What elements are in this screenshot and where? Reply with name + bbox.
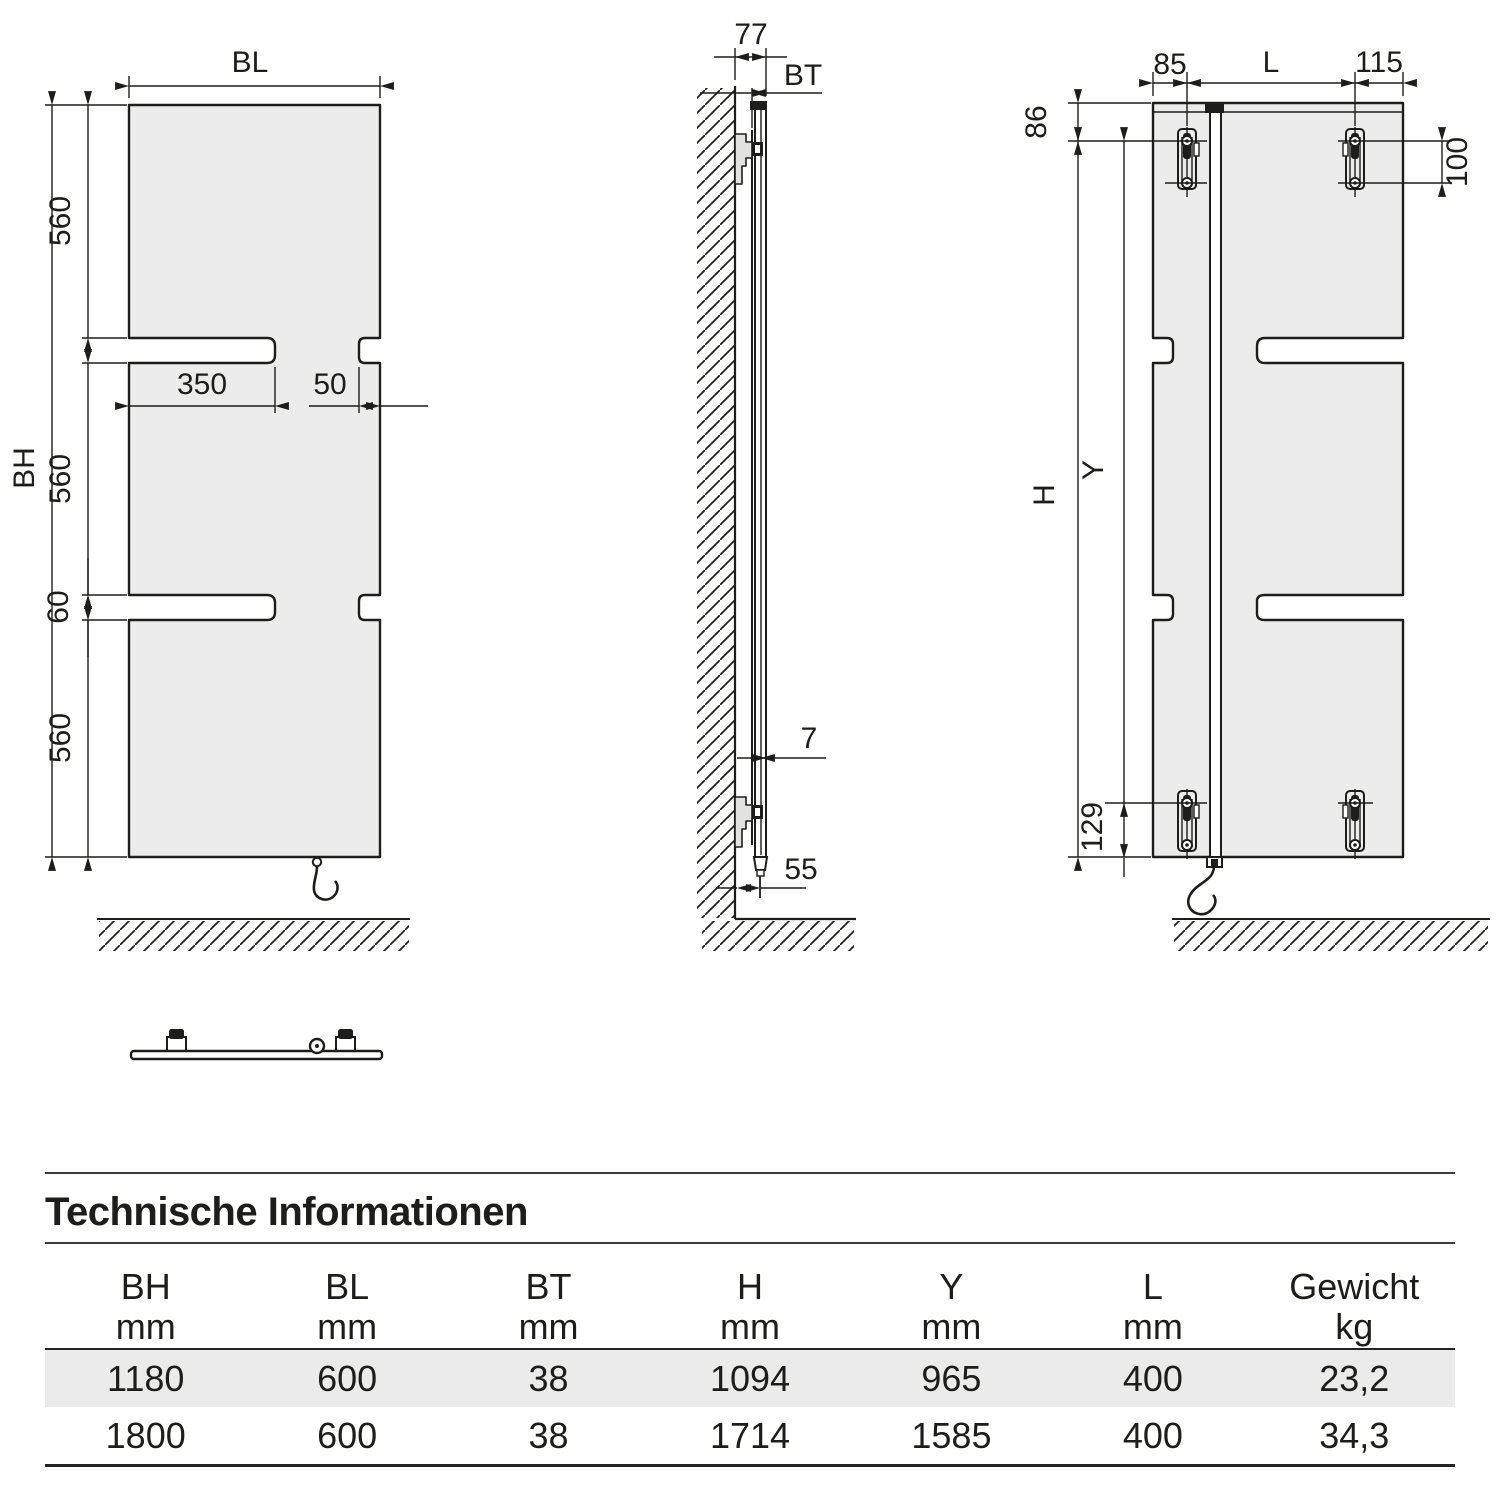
table-title: Technische Informationen	[45, 1190, 528, 1234]
cell-h: 1714	[709, 1414, 791, 1456]
col-header-bl: BL mm	[317, 1266, 378, 1347]
dim-label-85: 85	[1153, 48, 1187, 81]
table-row	[45, 1407, 1455, 1464]
cell-y: 965	[921, 1357, 982, 1399]
front-floor-hatch	[99, 921, 409, 951]
cell-y: 1585	[911, 1414, 992, 1456]
dim-label-129: 129	[1076, 801, 1109, 853]
col-header-y: Y mm	[921, 1266, 982, 1347]
col-header-bh: BH mm	[115, 1266, 176, 1347]
dim-label-350: 350	[176, 368, 228, 401]
cell-bl: 600	[317, 1357, 378, 1399]
side-radiator-profile	[735, 101, 767, 898]
table-header-row	[45, 1255, 1455, 1348]
dim-label-h: H	[1028, 484, 1061, 506]
dim-label-l: L	[1262, 46, 1280, 79]
cell-l: 400	[1122, 1414, 1183, 1456]
dim-label-115: 115	[1355, 46, 1403, 79]
table-rule-top	[45, 1172, 1455, 1174]
front-cable-hook	[313, 858, 338, 900]
dim-label-55: 55	[784, 853, 818, 886]
rear-panel	[1153, 103, 1403, 857]
table-rule-under-title	[45, 1242, 1455, 1244]
table-row	[45, 1350, 1455, 1407]
dim-label-bl: BL	[231, 46, 269, 79]
wall-hatch	[697, 88, 734, 918]
cell-gewicht: 23,2	[1319, 1357, 1390, 1399]
cell-h: 1094	[709, 1357, 791, 1399]
col-header-l: L mm	[1122, 1266, 1183, 1347]
cell-bh: 1180	[107, 1357, 185, 1399]
bottom-plate	[131, 1051, 382, 1059]
technical-info-table	[45, 1160, 1455, 1480]
col-header-bt: BT mm	[518, 1266, 579, 1347]
front-view	[8, 46, 428, 951]
rear-floor-hatch	[1174, 921, 1488, 951]
side-view	[697, 18, 856, 951]
cell-bt: 38	[528, 1414, 569, 1456]
dim-label-100: 100	[1441, 136, 1474, 188]
cell-bt: 38	[528, 1357, 569, 1399]
cell-l: 400	[1122, 1357, 1183, 1399]
rear-view	[1020, 46, 1490, 951]
front-panel	[129, 105, 380, 857]
cell-bl: 600	[317, 1414, 378, 1456]
dim-label-60: 60	[42, 590, 75, 624]
dim-label-bt: BT	[783, 59, 823, 92]
cell-bh: 1800	[105, 1414, 186, 1456]
col-header-gewicht: Gewicht kg	[1289, 1266, 1420, 1347]
dim-label-bh: BH	[8, 447, 41, 489]
side-floor-hatch	[702, 921, 854, 951]
dim-label-y: Y	[1077, 459, 1110, 481]
cell-gewicht: 34,3	[1319, 1414, 1390, 1456]
bottom-view	[131, 1029, 382, 1059]
rear-cable-hook	[1188, 857, 1222, 914]
dim-label-560-top: 560	[44, 195, 77, 247]
dim-label-50: 50	[313, 368, 347, 401]
dim-label-86: 86	[1020, 105, 1053, 139]
dim-label-560-mid: 560	[44, 453, 77, 505]
dim-label-77: 77	[734, 18, 768, 51]
col-header-h: H mm	[720, 1266, 780, 1347]
dim-label-560-bottom: 560	[44, 712, 77, 764]
dim-label-7: 7	[800, 722, 818, 755]
table-rule-bottom	[45, 1464, 1455, 1467]
